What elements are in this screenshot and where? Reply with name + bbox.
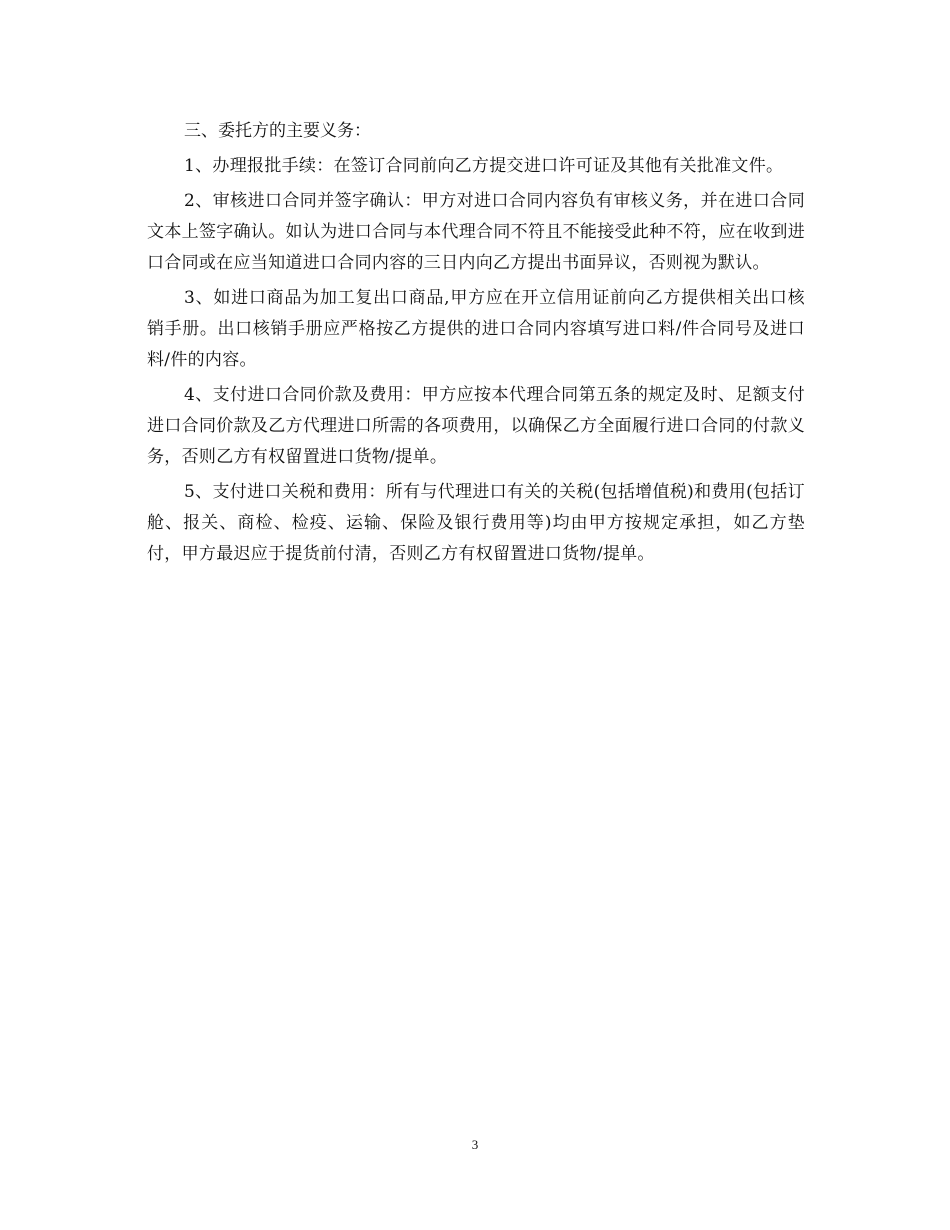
paragraph-4: 4、支付进口合同价款及费用：甲方应按本代理合同第五条的规定及时、足额支付进口合同价款及乙方代理进口所需的各项费用，以确保乙方全面履行进口合同的付款义务，否则乙方有权留置进口货物/提单。 — [147, 385, 805, 467]
page-number: 3 — [471, 1137, 479, 1152]
paragraph-5: 5、支付进口关税和费用：所有与代理进口有关的关税(包括增值税)和费用(包括订舱、报关、商检、检疫、运输、保险及银行费用等)均由甲方按规定承担，如乙方垫付，甲方最迟应于提货前付清，否则乙方有权留置进口货物/提单。 — [147, 482, 805, 564]
document-body — [147, 116, 805, 574]
paragraph-3: 3、如进口商品为加工复出口商品,甲方应在开立信用证前向乙方提供相关出口核销手册。出口核销手册应严格按乙方提供的进口合同内容填写进口料/件合同号及进口料/件的内容。 — [147, 288, 805, 370]
paragraph-1: 1、办理报批手续：在签订合同前向乙方提交进口许可证及其他有关批准文件。 — [184, 156, 784, 176]
section-heading: 三、委托方的主要义务： — [184, 121, 371, 141]
paragraph-2: 2、审核进口合同并签字确认：甲方对进口合同内容负有审核义务，并在进口合同文本上签字确认。如认为进口合同与本代理合同不符且不能接受此种不符，应在收到进口合同或在应当知道进口合同内容的三日内向乙方提出书面异议，否则视为默认。 — [147, 191, 805, 273]
